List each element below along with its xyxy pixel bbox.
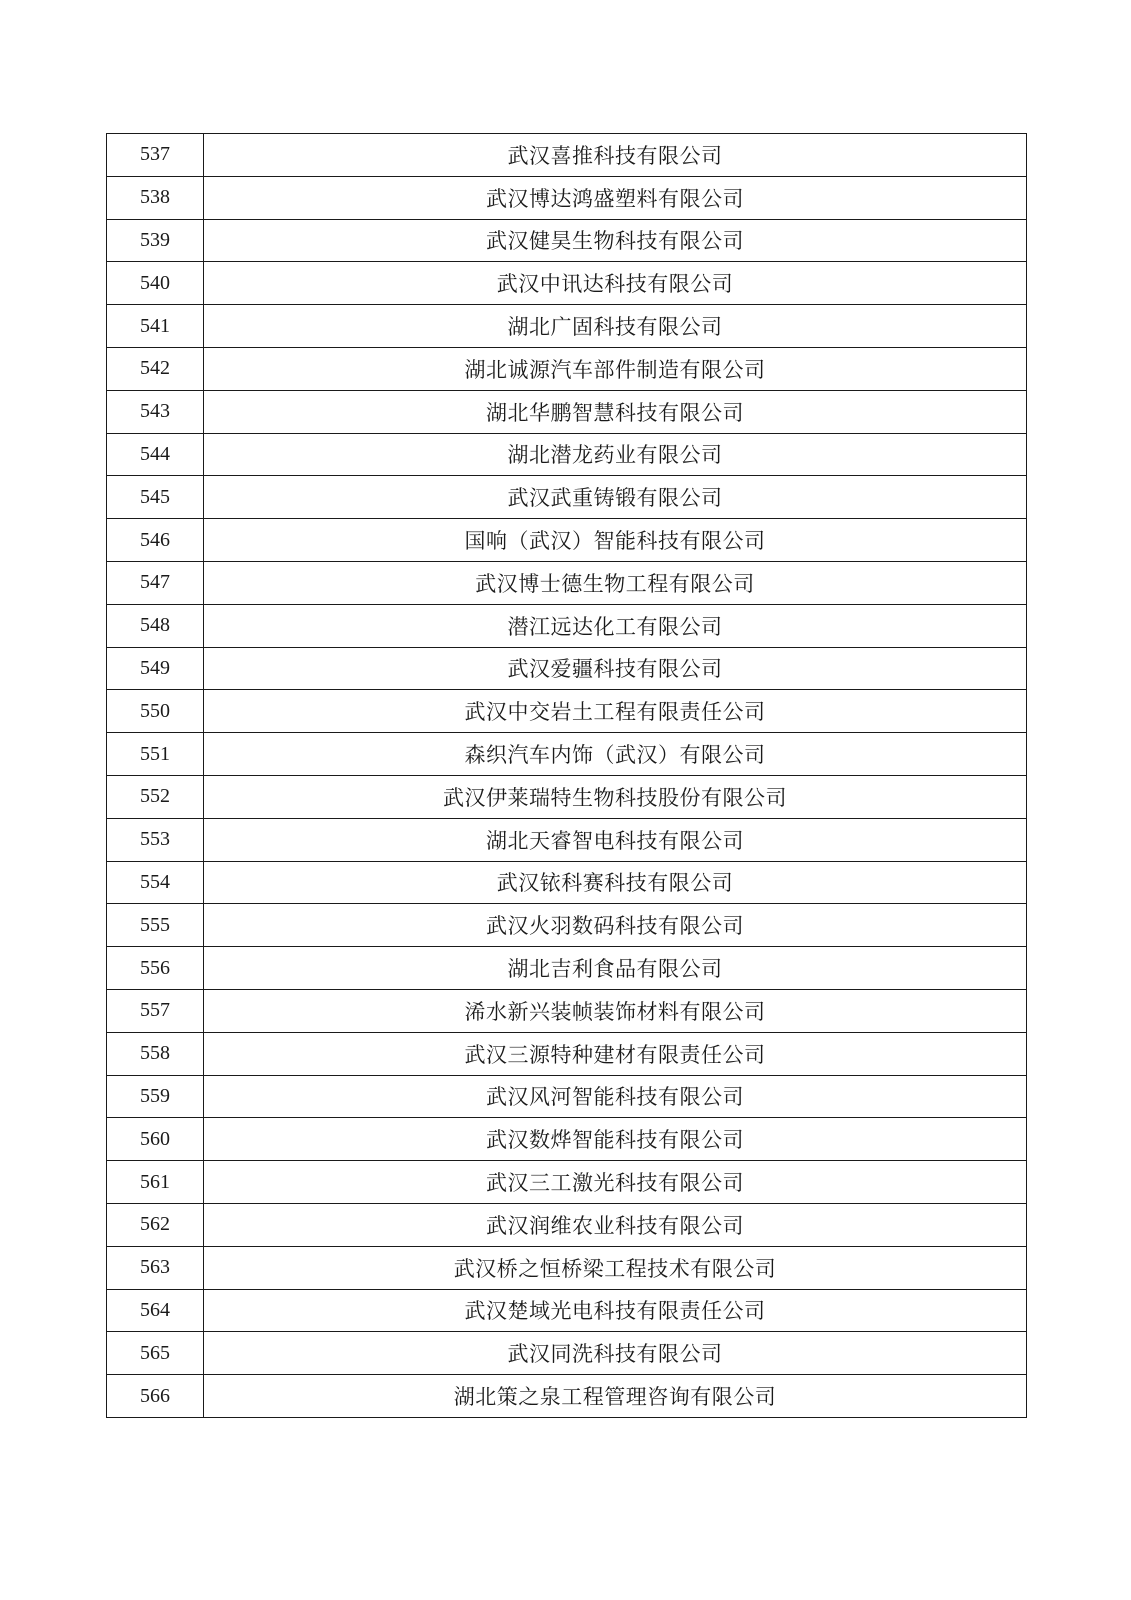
row-number: 550 <box>107 690 204 733</box>
table-row <box>107 904 1027 947</box>
company-name: 武汉健昊生物科技有限公司 <box>204 219 1027 262</box>
company-name: 武汉三工激光科技有限公司 <box>204 1161 1027 1204</box>
table-row <box>107 1332 1027 1375</box>
table-row <box>107 1289 1027 1332</box>
row-number: 560 <box>107 1118 204 1161</box>
table-row <box>107 476 1027 519</box>
company-name: 武汉博士德生物工程有限公司 <box>204 561 1027 604</box>
row-number: 542 <box>107 347 204 390</box>
company-list-body <box>107 134 1027 1418</box>
company-name: 武汉武重铸锻有限公司 <box>204 476 1027 519</box>
row-number: 553 <box>107 818 204 861</box>
row-number: 548 <box>107 604 204 647</box>
row-number: 541 <box>107 305 204 348</box>
table-row <box>107 347 1027 390</box>
company-name: 武汉喜推科技有限公司 <box>204 134 1027 177</box>
row-number: 543 <box>107 390 204 433</box>
table-row <box>107 1246 1027 1289</box>
row-number: 558 <box>107 1032 204 1075</box>
company-name: 森织汽车内饰（武汉）有限公司 <box>204 733 1027 776</box>
row-number: 561 <box>107 1161 204 1204</box>
company-name: 武汉中交岩土工程有限责任公司 <box>204 690 1027 733</box>
table-row <box>107 604 1027 647</box>
table-row <box>107 561 1027 604</box>
row-number: 547 <box>107 561 204 604</box>
table-row <box>107 519 1027 562</box>
company-name: 国响（武汉）智能科技有限公司 <box>204 519 1027 562</box>
table-row <box>107 1075 1027 1118</box>
company-name: 湖北广固科技有限公司 <box>204 305 1027 348</box>
row-number: 565 <box>107 1332 204 1375</box>
row-number: 545 <box>107 476 204 519</box>
table-row <box>107 1161 1027 1204</box>
company-name: 武汉同洗科技有限公司 <box>204 1332 1027 1375</box>
table-row <box>107 176 1027 219</box>
company-name: 武汉伊莱瑞特生物科技股份有限公司 <box>204 775 1027 818</box>
company-name: 湖北潜龙药业有限公司 <box>204 433 1027 476</box>
table-row <box>107 989 1027 1032</box>
table-row <box>107 947 1027 990</box>
row-number: 552 <box>107 775 204 818</box>
company-name: 武汉风河智能科技有限公司 <box>204 1075 1027 1118</box>
company-name: 武汉楚域光电科技有限责任公司 <box>204 1289 1027 1332</box>
row-number: 551 <box>107 733 204 776</box>
company-name: 武汉火羽数码科技有限公司 <box>204 904 1027 947</box>
row-number: 557 <box>107 989 204 1032</box>
table-row <box>107 733 1027 776</box>
table-row <box>107 775 1027 818</box>
company-name: 武汉桥之恒桥梁工程技术有限公司 <box>204 1246 1027 1289</box>
table-row <box>107 433 1027 476</box>
row-number: 544 <box>107 433 204 476</box>
table-row <box>107 219 1027 262</box>
company-name: 湖北吉利食品有限公司 <box>204 947 1027 990</box>
table-row <box>107 305 1027 348</box>
row-number: 559 <box>107 1075 204 1118</box>
company-name: 湖北策之泉工程管理咨询有限公司 <box>204 1375 1027 1418</box>
row-number: 538 <box>107 176 204 219</box>
row-number: 554 <box>107 861 204 904</box>
row-number: 540 <box>107 262 204 305</box>
company-name: 武汉铱科赛科技有限公司 <box>204 861 1027 904</box>
row-number: 564 <box>107 1289 204 1332</box>
company-name: 武汉博达鸿盛塑料有限公司 <box>204 176 1027 219</box>
table-row <box>107 1118 1027 1161</box>
table-row <box>107 1032 1027 1075</box>
company-name: 浠水新兴装帧装饰材料有限公司 <box>204 989 1027 1032</box>
company-name: 武汉润维农业科技有限公司 <box>204 1203 1027 1246</box>
row-number: 562 <box>107 1203 204 1246</box>
company-list-table <box>106 133 1027 1418</box>
company-name: 潜江远达化工有限公司 <box>204 604 1027 647</box>
company-name: 武汉三源特种建材有限责任公司 <box>204 1032 1027 1075</box>
company-name: 湖北诚源汽车部件制造有限公司 <box>204 347 1027 390</box>
row-number: 563 <box>107 1246 204 1289</box>
table-row <box>107 1203 1027 1246</box>
row-number: 566 <box>107 1375 204 1418</box>
row-number: 549 <box>107 647 204 690</box>
table-row <box>107 262 1027 305</box>
company-name: 湖北华鹏智慧科技有限公司 <box>204 390 1027 433</box>
row-number: 539 <box>107 219 204 262</box>
row-number: 555 <box>107 904 204 947</box>
company-name: 武汉数烨智能科技有限公司 <box>204 1118 1027 1161</box>
table-row <box>107 818 1027 861</box>
row-number: 537 <box>107 134 204 177</box>
company-name: 湖北天睿智电科技有限公司 <box>204 818 1027 861</box>
row-number: 556 <box>107 947 204 990</box>
company-name: 武汉中讯达科技有限公司 <box>204 262 1027 305</box>
table-row <box>107 861 1027 904</box>
table-row <box>107 647 1027 690</box>
table-row <box>107 390 1027 433</box>
table-row <box>107 690 1027 733</box>
row-number: 546 <box>107 519 204 562</box>
table-row <box>107 134 1027 177</box>
table-row <box>107 1375 1027 1418</box>
company-name: 武汉爱疆科技有限公司 <box>204 647 1027 690</box>
